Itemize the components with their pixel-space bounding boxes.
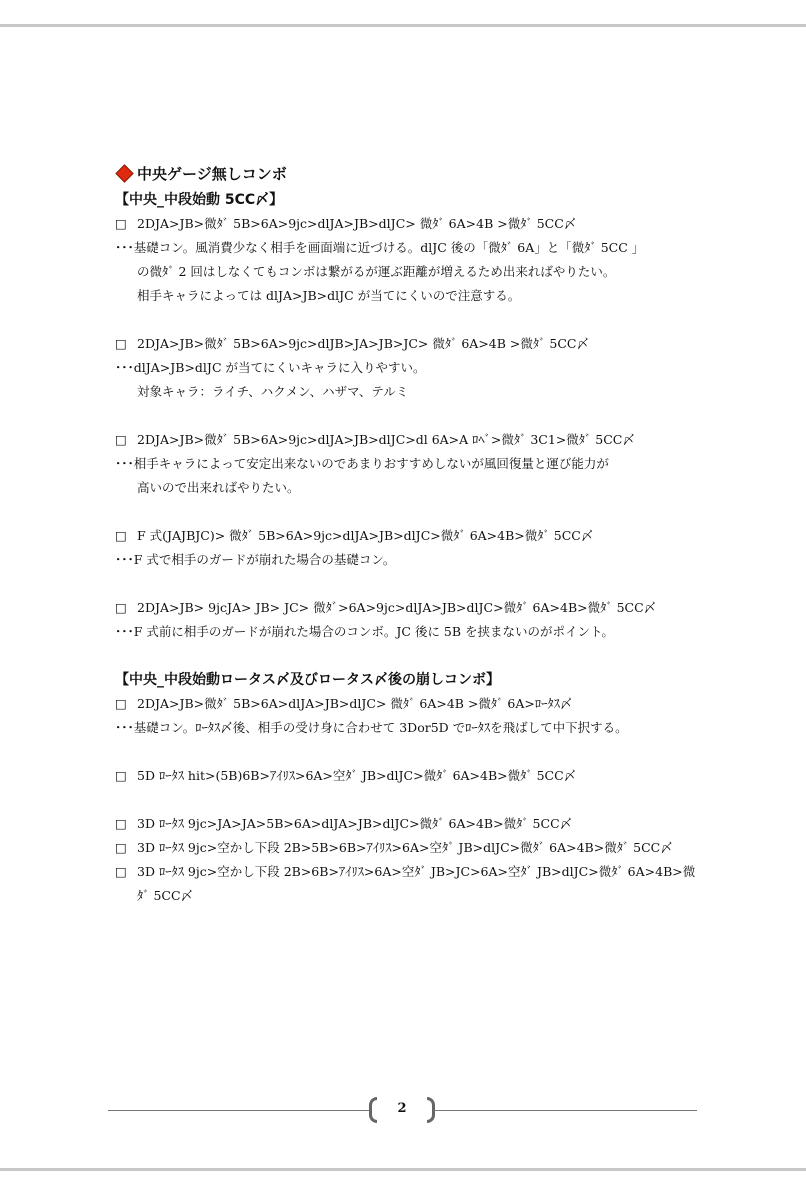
checkbox-icon: □: [115, 528, 127, 543]
checkbox-icon: □: [115, 768, 127, 783]
page-number: 2: [397, 1101, 407, 1116]
combo-note: [115, 356, 700, 404]
combo-text: 3D ﾛｰﾀｽ 9jc>空かし下段 2B>6B>ｱｲﾘｽ>6A>空ﾀﾞ JB>JC>6A>空ﾀﾞ JB>dlJC>微ﾀﾞ 6A>4B>微ﾀﾞ 5CC〆: [137, 864, 696, 903]
combo-line: [115, 764, 700, 788]
note-line: 相手キャラによっては dlJA>JB>dlJC が当てにくいので注意する。: [137, 288, 521, 303]
combo-note: [115, 452, 700, 500]
combo-text: 2DJA>JB>微ﾀﾞ 5B>6A>dlJA>JB>dlJC> 微ﾀﾞ 6A>4B >微ﾀﾞ 6A>ﾛｰﾀｽ〆: [137, 696, 573, 711]
combo-line: [115, 332, 700, 356]
section-title: [115, 160, 700, 186]
combo-line: [115, 524, 700, 548]
combo-note: [115, 620, 700, 644]
combo-text: 2DJA>JB>微ﾀﾞ 5B>6A>9jc>dlJA>JB>dlJC>dl 6A>A ﾛﾍﾞ>微ﾀﾞ 3C1>微ﾀﾞ 5CC〆: [137, 432, 635, 447]
document-body: [115, 160, 700, 908]
page-top-border: [0, 24, 806, 27]
note-line: ･･･F 式前に相手のガードが崩れた場合のコンボ。JC 後に 5B を挟まないのがポイント。: [115, 624, 614, 639]
checkbox-icon: □: [115, 336, 127, 351]
combo-text: 5D ﾛｰﾀｽ hit>(5B)6B>ｱｲﾘｽ>6A>空ﾀﾞ JB>dlJC>微ﾀﾞ 6A>4B>微ﾀﾞ 5CC〆: [137, 768, 577, 783]
note-line: ･･･基礎コン。ﾛｰﾀｽ〆後、相手の受け身に合わせて 3Dor5D でﾛｰﾀｽを飛ばして中下択する。: [115, 720, 628, 735]
group-heading: 【中央_中段始動ロータス〆及びロータス〆後の崩しコンボ】: [115, 672, 500, 688]
combo-note: [115, 236, 700, 308]
combo-line: [115, 212, 700, 236]
checkbox-icon: □: [115, 816, 127, 831]
checkbox-icon: □: [115, 840, 127, 855]
checkbox-icon: □: [115, 600, 127, 615]
checkbox-icon: □: [115, 696, 127, 711]
note-line: 対象キャラ：ライチ、ハクメン、ハザマ、テルミ: [137, 384, 409, 399]
section-title-text: 中央ゲージ無しコンボ: [137, 164, 287, 183]
combo-line: [115, 692, 700, 716]
checkbox-icon: □: [115, 432, 127, 447]
footer-rule-right: [434, 1110, 697, 1111]
note-line: の微ﾀﾞ 2 回はしなくてもコンボは繋がるが運ぶ距離が増えるため出来ればやりたい。: [137, 264, 616, 279]
page-bottom-border: [0, 1168, 806, 1171]
combo-text: 2DJA>JB> 9jcJA> JB> JC> 微ﾀﾞ>6A>9jc>dlJA>JB>dlJC>微ﾀﾞ 6A>4B>微ﾀﾞ 5CC〆: [137, 600, 657, 615]
combo-text: 3D ﾛｰﾀｽ 9jc>空かし下段 2B>5B>6B>ｱｲﾘｽ>6A>空ﾀﾞ JB>dlJC>微ﾀﾞ 6A>4B>微ﾀﾞ 5CC〆: [137, 840, 673, 855]
note-line: ･･･相手キャラによって安定出来ないのであまりおすすめしないが風回復量と運び能力が: [115, 456, 609, 471]
combo-text: 3D ﾛｰﾀｽ 9jc>JA>JA>5B>6A>dlJA>JB>dlJC>微ﾀﾞ 6A>4B>微ﾀﾞ 5CC〆: [137, 816, 573, 831]
combo-line: [115, 860, 700, 908]
combo-line: [115, 812, 700, 836]
note-line: ･･･F 式で相手のガードが崩れた場合の基礎コン。: [115, 552, 396, 567]
combo-line: [115, 836, 700, 860]
combo-text: 2DJA>JB>微ﾀﾞ 5B>6A>9jc>dlJA>JB>dlJC> 微ﾀﾞ 6A>4B >微ﾀﾞ 5CC〆: [137, 216, 577, 231]
red-diamond-icon: [115, 164, 133, 182]
combo-text: 2DJA>JB>微ﾀﾞ 5B>6A>9jc>dlJB>JA>JB>JC> 微ﾀﾞ 6A>4B >微ﾀﾞ 5CC〆: [137, 336, 589, 351]
group-heading: 【中央_中段始動 5CC〆】: [115, 192, 284, 208]
combo-line: [115, 428, 700, 452]
combo-note: [115, 716, 700, 740]
combo-text: F 式(JAJBJC)> 微ﾀﾞ 5B>6A>9jc>dlJA>JB>dlJC>微ﾀﾞ 6A>4B>微ﾀﾞ 5CC〆: [137, 528, 594, 543]
checkbox-icon: □: [115, 216, 127, 231]
combo-line: [115, 596, 700, 620]
left-brace-icon: [369, 1097, 377, 1123]
footer-rule-left: [108, 1110, 370, 1111]
note-line: ･･･基礎コン。風消費少なく相手を画面端に近づける。dlJC 後の「微ﾀﾞ 6A」と「微ﾀﾞ 5CC 」: [115, 240, 645, 255]
combo-note: [115, 548, 700, 572]
note-line: ･･･dlJA>JB>dlJC が当てにくいキャラに入りやすい。: [115, 360, 426, 375]
checkbox-icon: □: [115, 864, 127, 879]
note-line: 高いので出来ればやりたい。: [137, 480, 300, 495]
